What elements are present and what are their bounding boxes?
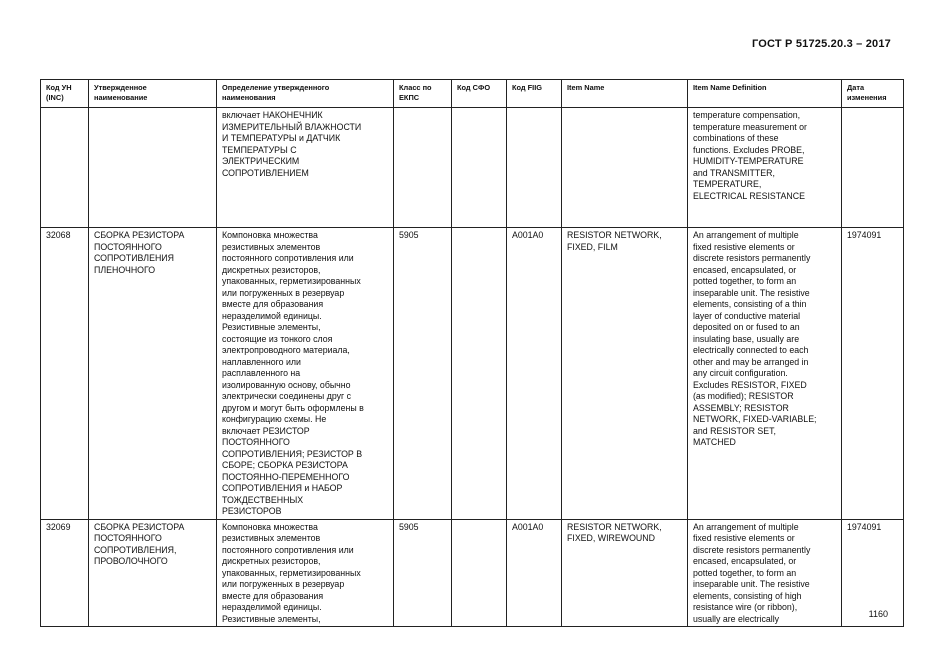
cell-definition-en: An arrangement of multiple fixed resistive elements or discrete resistors permanently encased, encapsulated, or potted together, to form an inseparable unit. The resistive elements, consisting of a thin layer of conductive material deposited on or fused to an insulating base, usually are electrically connected to each other and may be arranged in any circuit configuration. Excludes RESISTOR, FIXED (as modified); RESISTOR ASSEMBLY; RESISTOR NETWORK, FIXED-VARIABLE; and RESISTOR SET, MATCHED xyxy=(688,228,842,520)
col-header-definition-en: Item Name Definition xyxy=(688,80,842,108)
col-header-fiig: Код FIIG xyxy=(507,80,562,108)
col-header-class: Класс по ЕКПС xyxy=(394,80,452,108)
page-number: 1160 xyxy=(868,609,888,619)
cell-item-name xyxy=(562,108,688,228)
cell-definition-ru: Компоновка множества резистивных элементов постоянного сопротивления или дискретных резисторов, упакованных, герметизированных или погруженных в резервуар вместе для образования неразделимой единицы. Резистивные элементы, xyxy=(217,519,394,627)
cell-fiig xyxy=(507,108,562,228)
cell-approved-name: СБОРКА РЕЗИСТОРА ПОСТОЯННОГО СОПРОТИВЛЕНИЯ ПЛЕНОЧНОГО xyxy=(89,228,217,520)
nomenclature-table xyxy=(40,79,904,627)
table-header-row xyxy=(41,80,904,108)
cell-inc: 32068 xyxy=(41,228,89,520)
cell-approved-name xyxy=(89,108,217,228)
table-row xyxy=(41,519,904,627)
cell-sfo xyxy=(452,228,507,520)
cell-class: 5905 xyxy=(394,228,452,520)
cell-definition-en: temperature compensation, temperature measurement or combinations of these functions. Excludes PROBE, HUMIDITY-TEMPERATURE and TRANSMITTER, TEMPERATURE, ELECTRICAL RESISTANCE xyxy=(688,108,842,228)
cell-approved-name: СБОРКА РЕЗИСТОРА ПОСТОЯННОГО СОПРОТИВЛЕНИЯ, ПРОВОЛОЧНОГО xyxy=(89,519,217,627)
cell-date xyxy=(842,108,904,228)
cell-fiig: A001A0 xyxy=(507,228,562,520)
cell-date: 1974091 xyxy=(842,519,904,627)
cell-definition-ru: включает НАКОНЕЧНИК ИЗМЕРИТЕЛЬНЫЙ ВЛАЖНОСТИ И ТЕМПЕРАТУРЫ и ДАТЧИК ТЕМПЕРАТУРЫ С ЭЛЕКТРИЧЕСКИМ СОПРОТИВЛЕНИЕМ xyxy=(217,108,394,228)
cell-item-name: RESISTOR NETWORK, FIXED, FILM xyxy=(562,228,688,520)
cell-inc: 32069 xyxy=(41,519,89,627)
col-header-sfo: Код СФО xyxy=(452,80,507,108)
cell-class xyxy=(394,108,452,228)
cell-definition-en: An arrangement of multiple fixed resistive elements or discrete resistors permanently encased, encapsulated, or potted together, to form an inseparable unit. The resistive elements, consisting of high resistance wire (or ribbon), usually are electrically xyxy=(688,519,842,627)
cell-fiig: A001A0 xyxy=(507,519,562,627)
col-header-item-name: Item Name xyxy=(562,80,688,108)
cell-inc xyxy=(41,108,89,228)
table-row xyxy=(41,108,904,228)
cell-definition-ru: Компоновка множества резистивных элементов постоянного сопротивления или дискретных резисторов, упакованных, герметизированных или погруженных в резервуар вместе для образования неразделимой единицы. Резистивные элементы, состоящие из тонкого слоя электропроводного материала, наплавленного или расплавленного на изолированную основу, обычно электрически соединены друг с другом и могут быть оформлены в конфигурацию схемы. Не включает РЕЗИСТОР ПОСТОЯННОГО СОПРОТИВЛЕНИЯ; РЕЗИСТОР В СБОРЕ; СБОРКА РЕЗИСТОРА ПОСТОЯННО-ПЕРЕМЕННОГО СОПРОТИВЛЕНИЯ и НАБОР ТОЖДЕСТВЕННЫХ РЕЗИСТОРОВ xyxy=(217,228,394,520)
cell-date: 1974091 xyxy=(842,228,904,520)
col-header-date: Дата изменения xyxy=(842,80,904,108)
cell-sfo xyxy=(452,108,507,228)
cell-sfo xyxy=(452,519,507,627)
cell-class: 5905 xyxy=(394,519,452,627)
table-row xyxy=(41,228,904,520)
col-header-inc: Код УН (INC) xyxy=(41,80,89,108)
col-header-approved-name: Утвержденное наименование xyxy=(89,80,217,108)
document-code: ГОСТ Р 51725.20.3 – 2017 xyxy=(751,38,891,50)
col-header-definition-ru: Определение утвержденного наименования xyxy=(217,80,394,108)
cell-item-name: RESISTOR NETWORK, FIXED, WIREWOUND xyxy=(562,519,688,627)
